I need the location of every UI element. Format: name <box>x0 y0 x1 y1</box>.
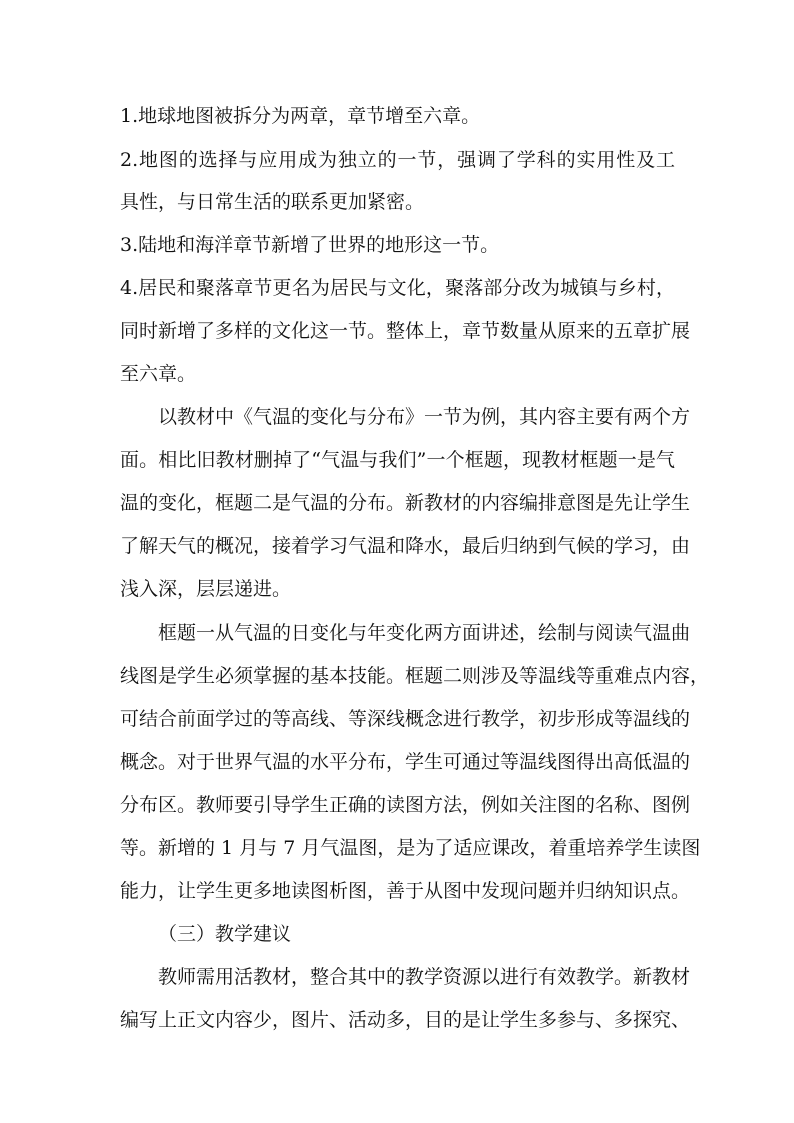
item-2-line-1: 2.地图的选择与应用成为独立的一节，强调了学科的实用性及工 <box>120 149 675 171</box>
paragraph-example-line-2: 面。相比旧教材删掉了“气温与我们”一个框题，现教材框题一是气 <box>120 449 675 471</box>
item-1-line-1: 1.地球地图被拆分为两章，章节增至六章。 <box>120 105 481 127</box>
item-2-line-2: 具性，与日常生活的联系更加紧密。 <box>120 191 425 213</box>
item-4-line-1: 4.居民和聚落章节更名为居民与文化，聚落部分改为城镇与乡村， <box>120 277 675 299</box>
paragraph-frame-topics-line-3: 可结合前面学过的等高线、等深线概念进行教学，初步形成等温线的 <box>120 708 691 730</box>
item-4-line-2: 同时新增了多样的文化这一节。整体上，章节数量从原来的五章扩展 <box>120 320 691 342</box>
paragraph-example-line-5: 浅入深，层层递进。 <box>120 578 292 600</box>
paragraph-suggestions-line-2: 编写上正文内容少，图片、活动多，目的是让学生多参与、多探究、 <box>120 1009 691 1031</box>
paragraph-example-line-1: 以教材中《气温的变化与分布》一节为例，其内容主要有两个方 <box>158 406 691 428</box>
paragraph-frame-topics-line-1: 框题一从气温的日变化与年变化两方面讲述，绘制与阅读气温曲 <box>158 622 691 644</box>
paragraph-example-line-4: 了解天气的概况，接着学习气温和降水，最后归纳到气候的学习，由 <box>120 535 691 557</box>
paragraph-suggestions-line-1: 教师需用活教材，整合其中的教学资源以进行有效教学。新教材 <box>158 966 691 988</box>
paragraph-frame-topics-line-6: 等。新增的 1 月与 7 月气温图，是为了适应课改，着重培养学生读图 <box>120 837 701 859</box>
paragraph-frame-topics-line-2: 线图是学生必须掌握的基本技能。框题二则涉及等温线等重难点内容， <box>120 665 710 687</box>
item-3-line-1: 3.陆地和海洋章节新增了世界的地形这一节。 <box>120 234 500 256</box>
paragraph-frame-topics-line-5: 分布区。教师要引导学生正确的读图方法，例如关注图的名称、图例 <box>120 794 691 816</box>
item-4-line-3: 至六章。 <box>120 363 197 385</box>
paragraph-frame-topics-line-7: 能力，让学生更多地读图析图，善于从图中发现问题并归纳知识点。 <box>120 880 691 902</box>
paragraph-example-line-3: 温的变化，框题二是气温的分布。新教材的内容编排意图是先让学生 <box>120 492 691 514</box>
section-heading: （三）教学建议 <box>158 923 292 945</box>
paragraph-frame-topics-line-4: 概念。对于世界气温的水平分布，学生可通过等温线图得出高低温的 <box>120 751 691 773</box>
